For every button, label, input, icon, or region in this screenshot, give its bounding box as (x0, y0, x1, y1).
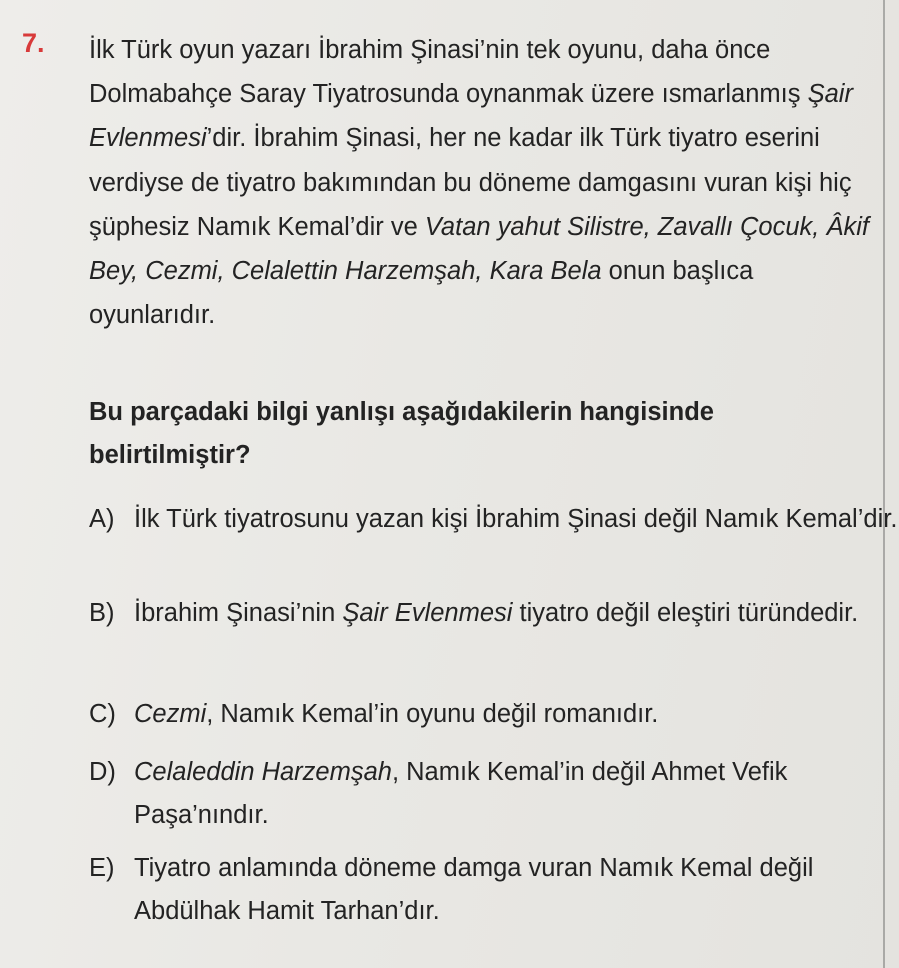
option-text: İbrahim Şinasi’nin (134, 599, 343, 627)
option-d[interactable] (89, 751, 899, 837)
option-text: , Namık Kemal’in oyunu değil romanıdır. (206, 700, 659, 728)
option-c[interactable] (89, 693, 899, 736)
option-letter: E) (89, 854, 115, 882)
option-letter: D) (89, 758, 116, 786)
option-letter: B) (89, 599, 115, 627)
option-a[interactable] (89, 498, 899, 541)
work-title: Şair Evlenmesi (89, 80, 853, 153)
option-text: , Namık Kemal’in değil Ahmet Vefik Paşa’nındır. (134, 758, 788, 829)
option-text: İlk Türk tiyatrosunu yazan kişi İbrahim Şinasi değil Namık Kemal’dir. (134, 505, 898, 533)
passage-text-1: İlk Türk oyun yazarı İbrahim Şinasi’nin tek oyunu, daha önce Dolmabahçe Saray Tiyatrosunda oynanmak üzere ısmarlanmış (89, 36, 808, 109)
work-titles-list: Vatan yahut Silistre, Zavallı Çocuk, Âkif Bey, Cezmi, Celalettin Harzemşah, Kara Bela (89, 212, 869, 286)
option-letter: C) (89, 700, 116, 728)
option-e[interactable] (89, 847, 899, 933)
option-text: Tiyatro anlamında döneme damga vuran Namık Kemal değil Abdülhak Hamit Tarhan’dır. (134, 854, 814, 925)
question-number: 7. (22, 28, 45, 58)
question-stem: Bu parçadaki bilgi yanlışı aşağıdakilerin hangisinde belirtilmiştir? (89, 398, 714, 469)
option-work-title: Celaleddin Harzemşah (134, 758, 392, 786)
passage-text-3: onun başlıca oyunlarıdır. (89, 257, 754, 330)
option-work-title: Şair Evlenmesi (342, 599, 513, 627)
option-work-title: Cezmi (134, 700, 207, 728)
passage (89, 28, 869, 337)
option-b[interactable] (89, 592, 899, 635)
option-letter: A) (89, 505, 115, 533)
passage-text-2: ’dir. İbrahim Şinasi, her ne kadar ilk Türk tiyatro eserini verdiyse de tiyatro bakımından bu döneme damgasını vuran kişi hiç şüphesiz Namık Kemal’dir ve (89, 124, 852, 241)
option-text: tiyatro değil eleştiri türündedir. (512, 599, 859, 627)
